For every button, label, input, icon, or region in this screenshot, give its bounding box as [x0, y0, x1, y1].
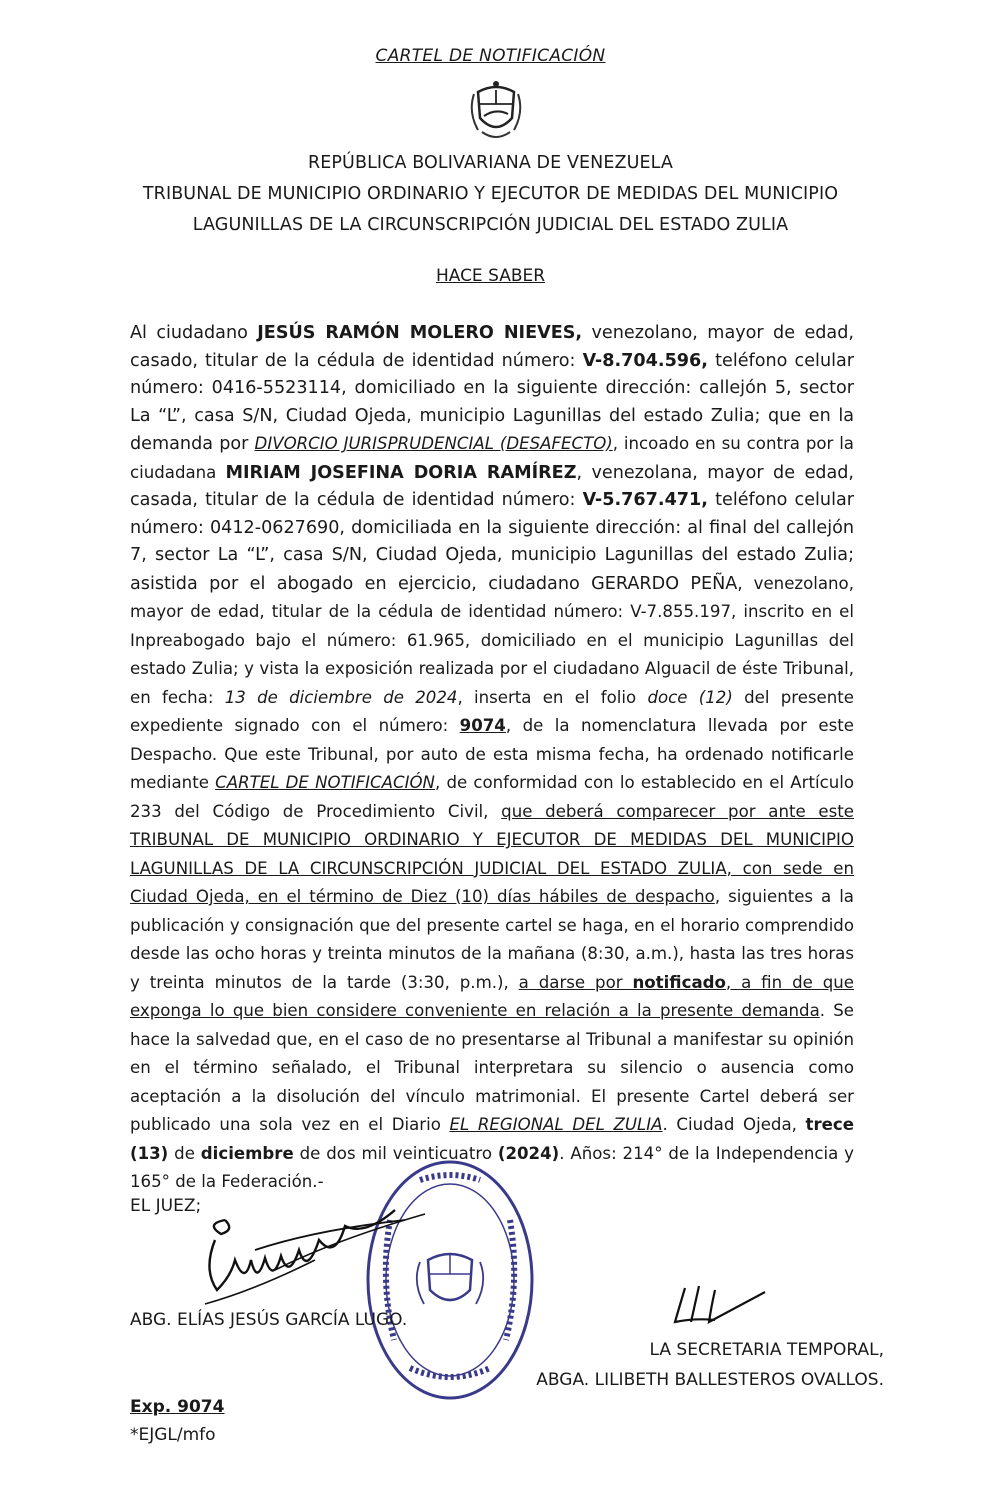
document-title: CARTEL DE NOTIFICACIÓN [375, 46, 606, 66]
hace-saber-heading: HACE SABER [435, 266, 546, 286]
secretary-block [536, 1335, 884, 1395]
judge-signature [195, 1200, 435, 1310]
year-number: (2024) [497, 1143, 560, 1163]
appearance-clause: que deberá comparecer por ante este TRIBUNAL DE MUNICIPIO ORDINARIO Y EJECUTOR DE MEDIDAS DEL MUNICIPIO LAGUNILLAS DE LA CIRCUNSCRIPCIÓN JUDICIAL DEL ESTADO ZULIA, con sede en Ciudad Ojeda, en el término de Diez (10) días hábiles de despacho [130, 801, 854, 906]
day-words: trece (13) [130, 1115, 854, 1163]
notified-word: notificado [632, 972, 726, 992]
defendant-id: V-8.704.596, [582, 350, 708, 371]
notice-body [130, 320, 854, 1197]
header-line-3: LAGUNILLAS DE LA CIRCUNSCRIPCIÓN JUDICIAL DEL ESTADO ZULIA [192, 215, 789, 235]
month-word: diciembre [200, 1143, 294, 1163]
lawyer-name: GERARDO PEÑA [591, 573, 738, 594]
file-reference: Exp. 9074 [130, 1397, 225, 1417]
case-type: DIVORCIO JURISPRUDENCIAL (DESAFECTO) [254, 434, 613, 453]
folio-number: doce (12) [647, 687, 733, 707]
notice-paragraph: Al ciudadano JESÚS RAMÓN MOLERO NIEVES, venezolano, mayor de edad, casado, titular de la cédula de identidad número: V-8.704.596, teléfono celular número: 0416-5523114, domiciliado en la siguiente dirección: callejón 5, sector La “L”, casa S/N, Ciudad Ojeda, municipio Lagunillas del estado Zulia; que en la demanda por DIVORCIO JURISPRUDENCIAL (DESAFECTO), incoado en su contra por la ciudadana MIRIAM JOSEFINA DORIA RAMÍREZ, venezolana, mayor de edad, casada, titular de la cédula de identidad número: V-5.767.471, teléfono celular número: 0412-0627690, domiciliada en la siguiente dirección: al final del callejón 7, sector La “L”, casa S/N, Ciudad Ojeda, municipio Lagunillas del estado Zulia; asistida por el abogado en ejercicio, ciudadano GERARDO PEÑA, venezolano, mayor de edad, titular de la cédula de identidad número: V-7.855.197, inscrito en el Inpreabogado bajo el número: 61.965, domiciliado en el municipio Lagunillas del estado Zulia; y vista la exposición realizada por el ciudadano Alguacil de éste Tribunal, en fecha: 13 de diciembre de 2024, inserta en el folio doce (12) del presente expediente signado con el número: 9074, de la nomenclatura llevada por este Despacho. Que este Tribunal, por auto de esta misma fecha, ha ordenado notificarle mediante CARTEL DE NOTIFICACIÓN, de conformidad con lo establecido en el Artículo 233 del Código de Procedimiento Civil, que deberá comparecer por ante este TRIBUNAL DE MUNICIPIO ORDINARIO Y EJECUTOR DE MEDIDAS DEL MUNICIPIO LAGUNILLAS DE LA CIRCUNSCRIPCIÓN JUDICIAL DEL ESTADO ZULIA, con sede en Ciudad Ojeda, en el término de Diez (10) días hábiles de despacho, siguientes a la publicación y consignación que del presente cartel se haga, en el horario comprendido desde las ocho horas y treinta minutos de la mañana (8:30, a.m.), hasta las tres horas y treinta minutos de la tarde (3:30, p.m.), a darse por notificado, a fin de que exponga lo que bien considere conveniente en relación a la presente demanda. Se hace la salvedad que, en el caso de no presentarse al Tribunal a manifestar su opinión en el término señalado, el Tribunal interpretara su silencio o ausencia como aceptación a la disolución del vínculo matrimonial. El presente Cartel deberá ser publicado una sola vez en el Diario EL REGIONAL DEL ZULIA. Ciudad Ojeda, trece (13) de diciembre de dos mil veinticuatro (2024). Años: 214° de la Independencia y 165° de la Federación.- [130, 323, 855, 1191]
initials-reference: *EJGL/mfo [130, 1425, 216, 1445]
coat-of-arms-icon [468, 78, 524, 144]
judge-name: ABG. ELÍAS JESÚS GARCÍA LUGO. [130, 1310, 408, 1330]
court-header [0, 148, 981, 241]
secretary-name: ABGA. LILIBETH BALLESTEROS OVALLOS. [536, 1370, 884, 1390]
secretary-title: LA SECRETARIA TEMPORAL, [649, 1340, 884, 1360]
judge-label: EL JUEZ; [130, 1196, 202, 1216]
header-line-2: TRIBUNAL DE MUNICIPIO ORDINARIO Y EJECUTOR DE MEDIDAS DEL MUNICIPIO [142, 184, 839, 204]
header-line-1: REPÚBLICA BOLIVARIANA DE VENEZUELA [307, 153, 674, 173]
cartel-reference: CARTEL DE NOTIFICACIÓN [215, 773, 435, 792]
newspaper-name: EL REGIONAL DEL ZULIA [449, 1115, 663, 1134]
plaintiff-name: MIRIAM JOSEFINA DORIA RAMÍREZ [225, 462, 577, 483]
exposition-date: 13 de diciembre de 2024 [224, 687, 458, 707]
plaintiff-id: V-5.767.471, [582, 490, 708, 510]
defendant-name: JESÚS RAMÓN MOLERO NIEVES, [257, 323, 583, 343]
secretary-signature [665, 1278, 775, 1333]
file-number: 9074 [459, 716, 506, 735]
